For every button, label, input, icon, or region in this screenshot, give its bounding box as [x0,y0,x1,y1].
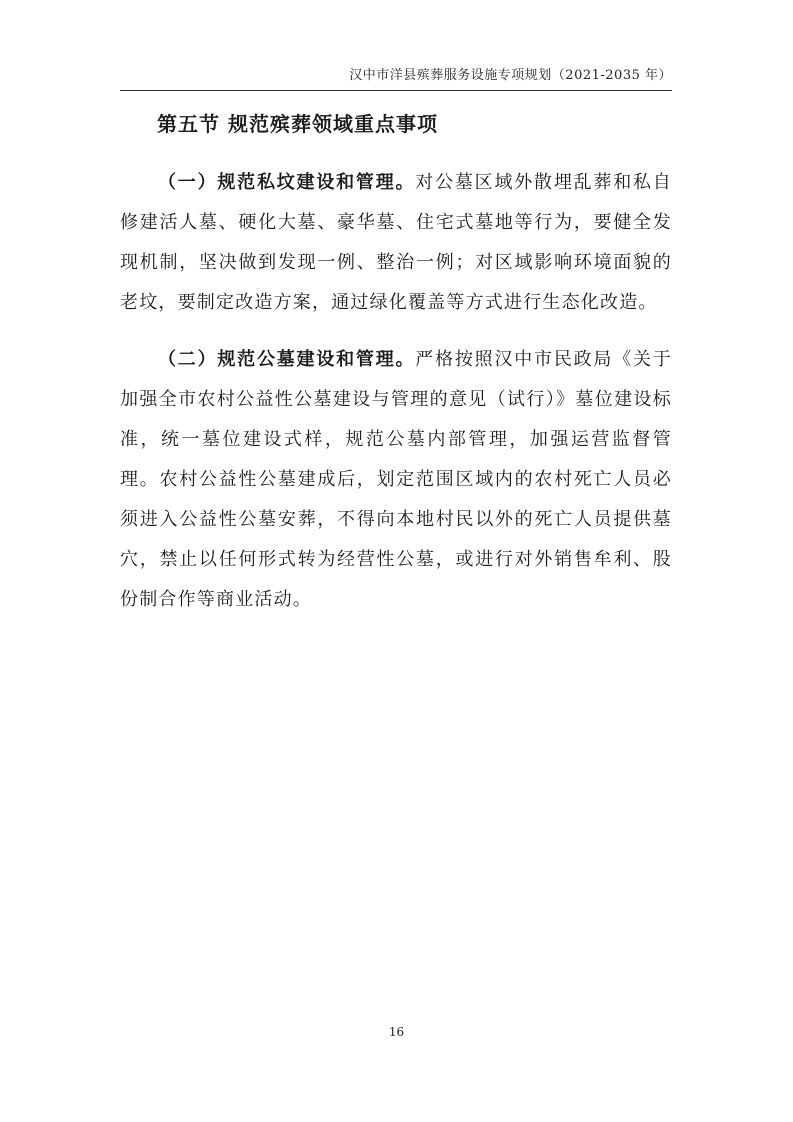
section-title: 第五节 规范殡葬领域重点事项 [157,112,438,136]
paragraph-private-graves [120,163,672,323]
paragraph-lead: （二）规范公墓建设和管理。 [158,349,416,370]
paragraph-public-cemeteries [120,340,672,620]
page-number: 16 [388,1025,405,1039]
paragraph-lead: （一）规范私坟建设和管理。 [158,172,416,193]
paragraph-body: 严格按照汉中市民政局《关于加强全市农村公益性公墓建设与管理的意见（试行）》墓位建设标准，统一墓位建设式样，规范公墓内部管理，加强运营监督管理。农村公益性公墓建成后，划定范围区域内的农村死亡人员必须进入公益性公墓安葬，不得向本地村民以外的死亡人员提供墓穴，禁止以任何形式转为经营性公墓，或进行对外销售牟利、股份制合作等商业活动。 [120,349,672,610]
header-rule [120,90,672,91]
running-header: 汉中市洋县殡葬服务设施专项规划（2021-2035 年） [349,68,672,83]
paragraph-body: 对公墓区域外散埋乱葬和私自修建活人墓、硬化大墓、豪华墓、住宅式墓地等行为，要健全发现机制，坚决做到发现一例、整治一例；对区域影响环境面貌的老坟，要制定改造方案，通过绿化覆盖等方式进行生态化改造。 [120,172,672,313]
